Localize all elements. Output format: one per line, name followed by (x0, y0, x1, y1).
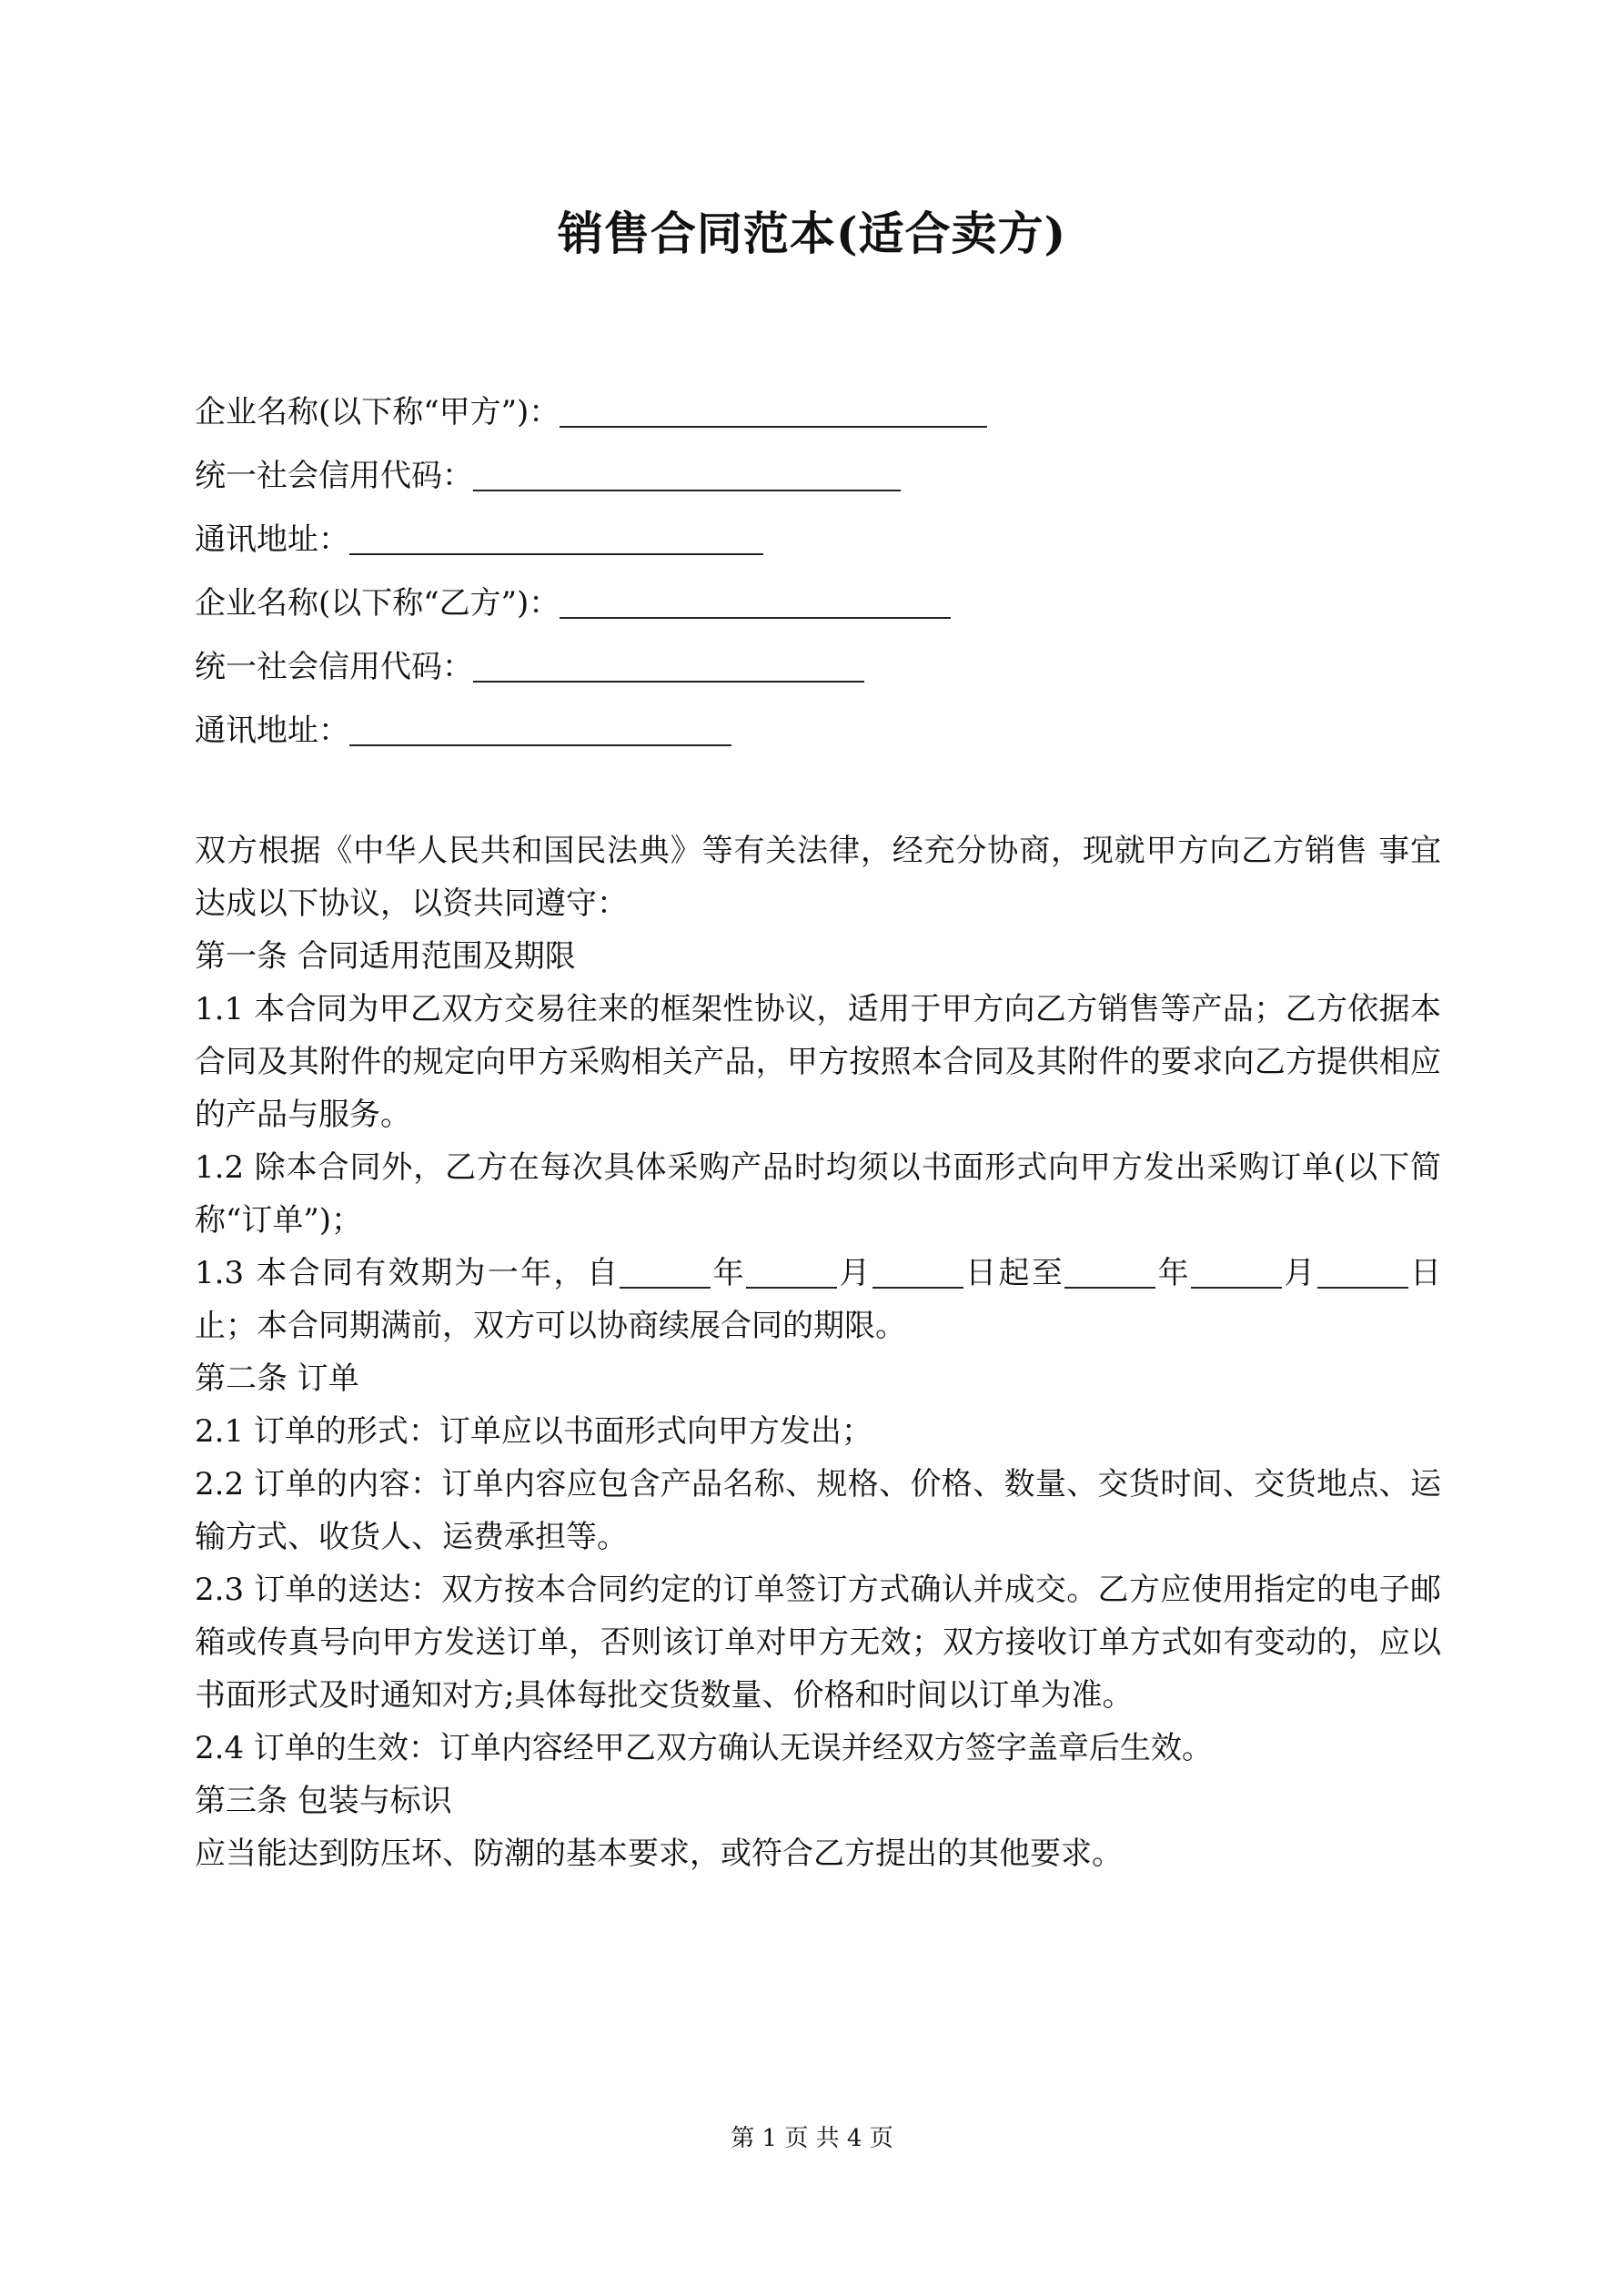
clause-1-3 (195, 1247, 1441, 1352)
party-info-section (195, 380, 1468, 763)
party-a-credit-code-field (195, 444, 1468, 508)
contract-body (195, 824, 1441, 1880)
article-1-heading: 第一条 合同适用范围及期限 (195, 938, 576, 975)
fill-blank (349, 513, 763, 555)
clause-text: 月 (837, 1255, 873, 1291)
clause-text: 年 (711, 1255, 746, 1291)
party-a-name-field (195, 380, 1468, 444)
article-2-heading: 第二条 订单 (195, 1360, 359, 1397)
fill-blank (746, 1250, 837, 1289)
fill-blank (349, 704, 731, 746)
fill-blank (620, 1250, 711, 1289)
fill-blank (560, 577, 951, 619)
page-number-footer: 第 1 页 共 4 页 (731, 2125, 893, 2152)
fill-blank (1064, 1250, 1155, 1289)
party-a-address-field (195, 508, 1468, 571)
clause-2-4: 2.4 订单的生效：订单内容经甲乙双方确认无误并经双方签字盖章后生效。 (195, 1730, 1213, 1766)
party-b-name-field (195, 571, 1468, 635)
fill-blank (1317, 1250, 1408, 1289)
fill-blank (1191, 1250, 1282, 1289)
fill-blank (473, 450, 901, 491)
clause-text: 日起至 (963, 1255, 1065, 1291)
field-label: 企业名称(以下称“乙方”)： (195, 585, 560, 622)
fill-blank (873, 1250, 963, 1289)
clause-1-2: 1.2 除本合同外，乙方在每次具体采购产品时均须以书面形式向甲方发出采购订单(以下简称“订单”)； (195, 1149, 1441, 1239)
fill-blank (473, 641, 864, 683)
fill-blank (560, 386, 987, 428)
clause-2-3: 2.3 订单的送达：双方按本合同约定的订单签订方式确认并成交。乙方应使用指定的电子邮箱或传真号向甲方发送订单，否则该订单对甲方无效；双方接收订单方式如有变动的，应以书面形式及时通知对方;具体每批交货数量、价格和时间以订单为准。 (195, 1572, 1441, 1714)
clause-2-1: 2.1 订单的形式：订单应以书面形式向甲方发出； (195, 1413, 873, 1450)
field-label: 统一社会信用代码： (195, 458, 473, 494)
clause-1-1: 1.1 本合同为甲乙双方交易往来的框架性协议，适用于甲方向乙方销售等产品；乙方依据本合同及其附件的规定向甲方采购相关产品，甲方按照本合同及其附件的要求向乙方提供相应的产品与服务。 (195, 991, 1441, 1133)
clause-text: 1.3 本合同有效期为一年，自 (195, 1255, 620, 1291)
clause-text: 月 (1281, 1255, 1317, 1291)
clause-text: 年 (1155, 1255, 1191, 1291)
party-b-credit-code-field (195, 635, 1468, 699)
clause-2-2: 2.2 订单的内容：订单内容应包含产品名称、规格、价格、数量、交货时间、交货地点、运输方式、收货人、运费承担等。 (195, 1466, 1441, 1555)
field-label: 企业名称(以下称“甲方”)： (195, 394, 560, 430)
document-title: 销售合同范本(适合卖方) (557, 207, 1067, 260)
clause-text: 日止；本合同期满前，双方可以协商续展合同的期限。 (195, 1255, 1442, 1344)
intro-paragraph: 双方根据《中华人民共和国民法典》等有关法律，经充分协商，现就甲方向乙方销售 事宜达成以下协议，以资共同遵守： (195, 833, 1441, 922)
field-label: 通讯地址： (195, 521, 349, 558)
article-3-heading: 第三条 包装与标识 (195, 1783, 452, 1819)
clause-3-text: 应当能达到防压坏、防潮的基本要求，或符合乙方提出的其他要求。 (195, 1836, 1123, 1872)
field-label: 统一社会信用代码： (195, 649, 473, 685)
party-b-address-field (195, 699, 1468, 763)
field-label: 通讯地址： (195, 713, 349, 749)
